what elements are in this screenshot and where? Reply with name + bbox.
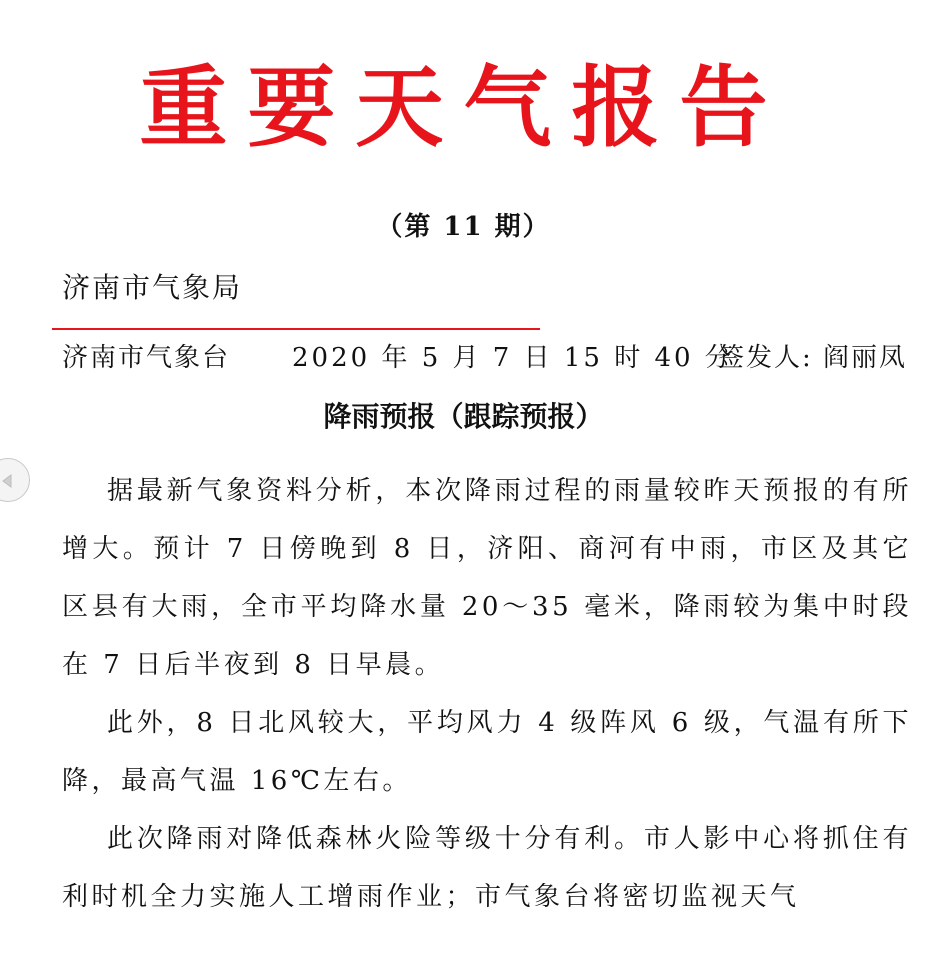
- document-title: 降雨预报（跟踪预报）: [323, 400, 604, 433]
- document-body: [62, 462, 912, 926]
- report-masthead: 重要天气报告: [139, 55, 788, 159]
- body-paragraph: 此外，8 日北风较大，平均风力 4 级阵风 6 级，气温有所下降，最高气温 16℃左右。: [62, 708, 912, 796]
- issue-number: （第 11 期）: [376, 212, 551, 242]
- issuing-agency: 济南市气象局: [62, 271, 243, 304]
- chevron-left-icon: [1, 473, 15, 489]
- previous-page-button[interactable]: [0, 458, 30, 502]
- meta-line: [62, 338, 907, 378]
- issuing-office: 济南市气象台: [62, 343, 231, 373]
- issue-datetime: 2020 年 5 月 7 日 15 时 40 分: [292, 343, 734, 373]
- signer: 签发人: 阎丽凤: [717, 343, 907, 373]
- red-divider: [52, 328, 540, 330]
- body-paragraph: 据最新气象资料分析，本次降雨过程的雨量较昨天预报的有所增大。预计 7 日傍晚到 8 日，济阳、商河有中雨，市区及其它区县有大雨，全市平均降水量 20～35 毫米，降雨较为集中时段在 7 日后半夜到 8 日早晨。: [62, 476, 912, 680]
- body-paragraph: 此次降雨对降低森林火险等级十分有利。市人影中心将抓住有利时机全力实施人工增雨作业；市气象台将密切监视天气: [62, 824, 912, 912]
